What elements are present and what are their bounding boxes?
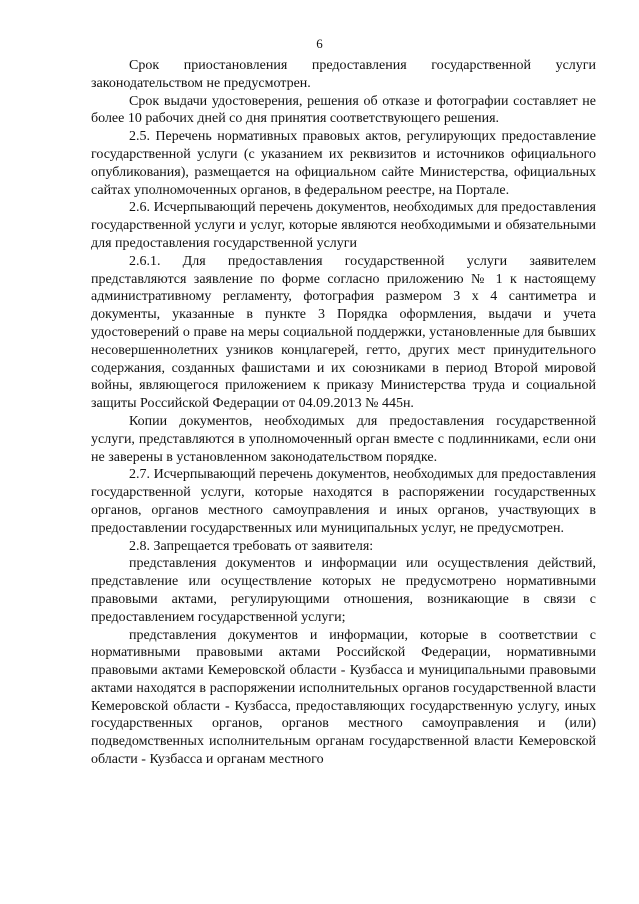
paragraph-2-8: 2.8. Запрещается требовать от заявителя: [129, 538, 374, 554]
paragraph-document-copies: Копии документов, необходимых для предоставления государственной услуги, представляются в уполномоченный орган вместе с подлинниками, если они не заверены в установленном законодательством порядке. [91, 413, 596, 465]
paragraph-2-6: 2.6. Исчерпывающий перечень документов, необходимых для предоставления государственной услуги и услуг, которые являются необходимыми и обязательными для предоставления государственной услуги [91, 200, 596, 251]
paragraph-2-6-1: 2.6.1. Для предоставления государственной услуги заявителем представляются заявление по форме согласно приложению № 1 к настоящему административному регламенту, фотография размером 3 х 4 сантиметра и документы, указанные в пункте 3 Порядка оформления, выдачи и учета удостоверений о праве на меры социальной поддержки, установленные для бывших несовершеннолетних узников концлагерей, гетто, других мест принудительного содержания, созданных фашистами и их союзниками в период Второй мировой войны, являющегося приложением к приказу Министерства труда и социальной защиты Российской Федерации от 04.09.2013 № 445н. [91, 253, 596, 412]
document-body [91, 57, 596, 769]
paragraph-2-5: 2.5. Перечень нормативных правовых актов, регулирующих предоставление государственной услуги (с указанием их реквизитов и источников официального опубликования), размещается на официальном сайте Министерства, официальных сайтах уполномоченных органов, в федеральном реестре, на Портале. [91, 129, 596, 198]
page-number: 6 [316, 36, 323, 51]
paragraph-issuance-term: Срок выдачи удостоверения, решения об отказе и фотографии составляет не более 10 рабочих дней со дня принятия соответствующего решения. [91, 93, 596, 127]
paragraph-2-7: 2.7. Исчерпывающий перечень документов, необходимых для предоставления государственной услуги, которые находятся в распоряжении государственных органов, органов местного самоуправления и иных органов, участвующих в предоставлении государственных или муниципальных услуг, не предусмотрен. [91, 467, 596, 536]
paragraph-2-8-item-2: представления документов и информации, которые в соответствии с нормативными правовыми актами Российской Федерации, нормативными правовыми актами Кемеровской области - Кузбасса и муниципальными правовыми актами находятся в распоряжении исполнительных органов государственной власти Кемеровской области - Кузбасса, предоставляющих государственную услугу, иных государственных органов, органов местного самоуправления и (или) подведомственных исполнительным органам государственной власти Кемеровской области - Кузбасса и органам местного [91, 627, 596, 768]
paragraph-suspension-term: Срок приостановления предоставления государственной услуги законодательством не предусмотрен. [91, 58, 596, 91]
paragraph-2-8-item-1: представления документов и информации или осуществления действий, представление или осуществление которых не предусмотрено нормативными правовыми актами, регулирующими отношения, возникающие в связи с предоставлением государственной услуги; [91, 556, 596, 625]
